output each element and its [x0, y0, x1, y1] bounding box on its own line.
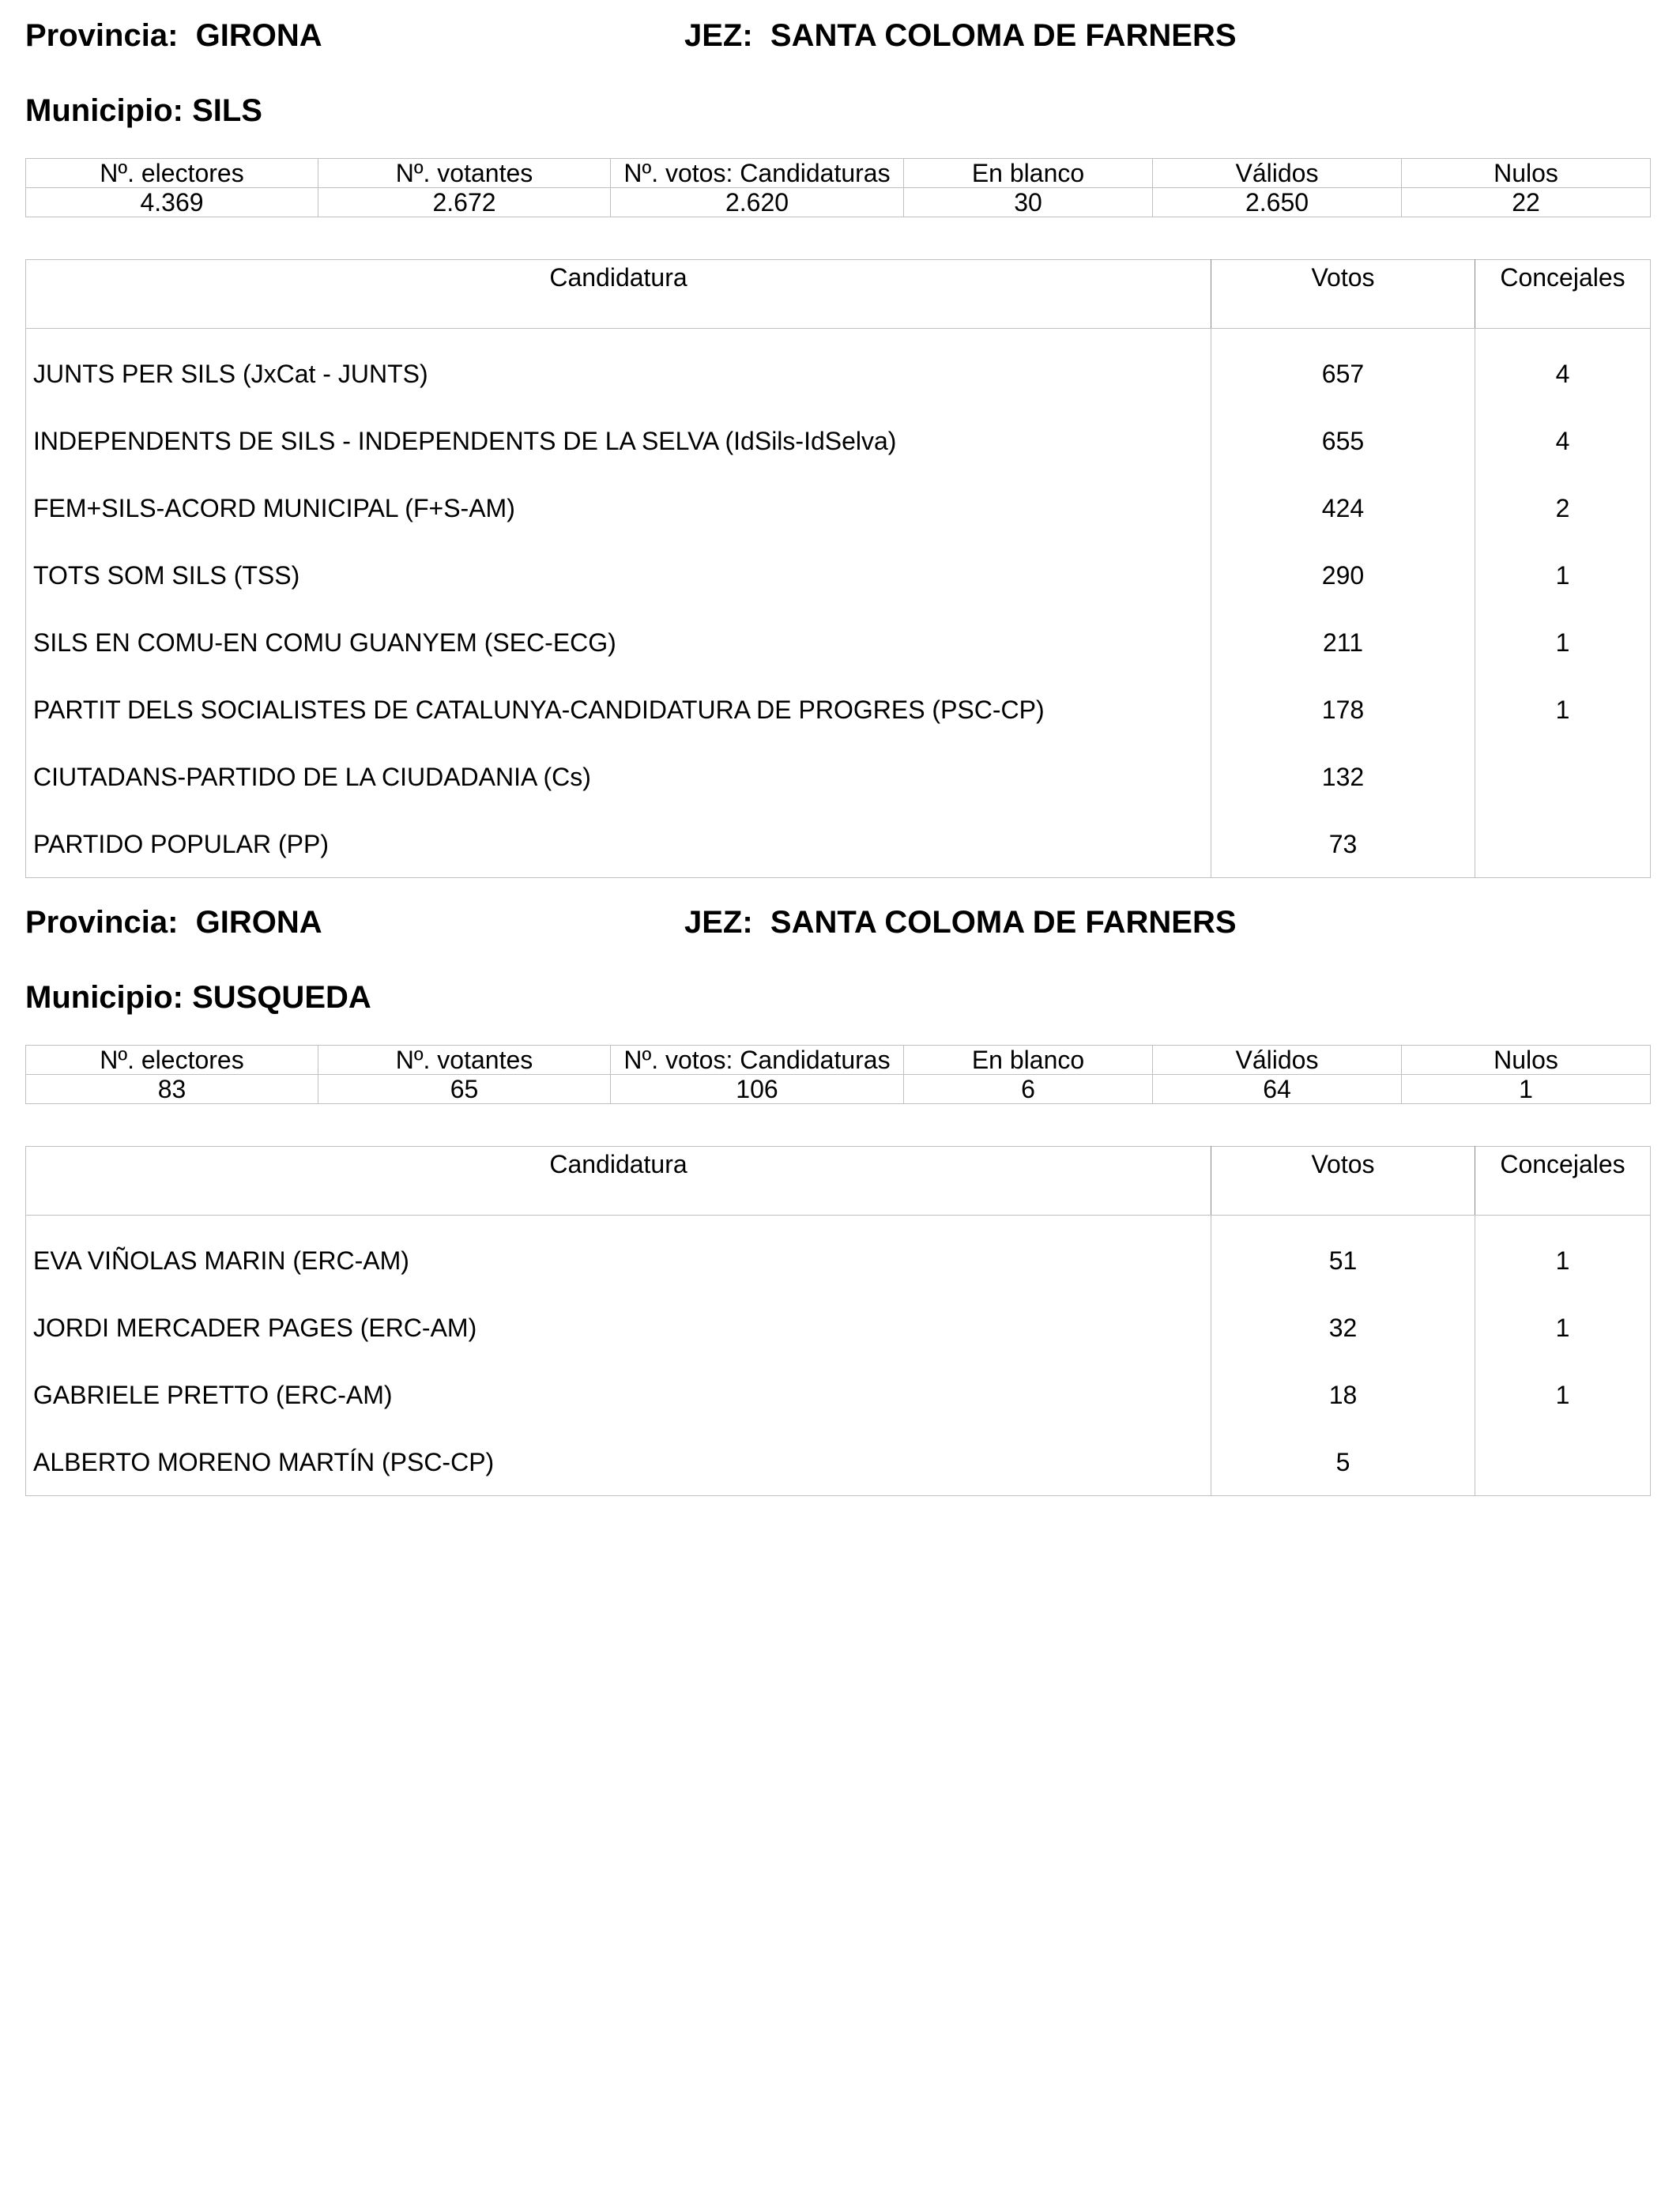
- candidate-concejales: 4: [1475, 340, 1651, 407]
- candidate-votos: 657: [1211, 340, 1475, 407]
- candidate-concejales: [1475, 1428, 1651, 1496]
- candidate-concejales: 1: [1475, 676, 1651, 743]
- candidate-concejales: 1: [1475, 1361, 1651, 1428]
- stat-header: Válidos: [1153, 1046, 1402, 1075]
- candidate-name: JUNTS PER SILS (JxCat - JUNTS): [33, 359, 428, 388]
- stat-header: Nº. electores: [26, 1046, 318, 1075]
- votos-header: Votos: [1211, 260, 1475, 329]
- stat-value: 83: [26, 1075, 318, 1104]
- spacer-row: [26, 329, 1651, 341]
- candidates-header-row: [26, 260, 1651, 329]
- candidate-name: PARTIDO POPULAR (PP): [33, 829, 329, 858]
- stats-table: [25, 1045, 1651, 1104]
- candidates-header-row: [26, 1147, 1651, 1216]
- table-row: [26, 407, 1651, 474]
- candidate-votos: 290: [1211, 541, 1475, 609]
- table-row: [26, 676, 1651, 743]
- candidate-name: CIUTADANS-PARTIDO DE LA CIUDADANIA (Cs): [33, 762, 591, 791]
- stats-value-row: [26, 1075, 1651, 1104]
- candidate-concejales: 1: [1475, 609, 1651, 676]
- candidate-votos: 18: [1211, 1361, 1475, 1428]
- spacer-row: [26, 1216, 1651, 1227]
- stat-value: 6: [904, 1075, 1153, 1104]
- stat-header: Nulos: [1402, 159, 1651, 188]
- stat-header: En blanco: [904, 1046, 1153, 1075]
- table-row: [26, 1428, 1651, 1496]
- stats-header-row: [26, 159, 1651, 188]
- candidate-votos: 51: [1211, 1227, 1475, 1294]
- candidates-table: [25, 1146, 1651, 1496]
- candidate-concejales: 4: [1475, 407, 1651, 474]
- stats-header-row: [26, 1046, 1651, 1075]
- concejales-header: Concejales: [1475, 260, 1651, 329]
- stat-value: 4.369: [26, 188, 318, 217]
- stat-header: Válidos: [1153, 159, 1402, 188]
- candidate-name: TOTS SOM SILS (TSS): [33, 560, 300, 590]
- stat-value: 106: [611, 1075, 904, 1104]
- candidatura-header: Candidatura: [26, 260, 1211, 329]
- candidate-votos: 211: [1211, 609, 1475, 676]
- table-row: [26, 1227, 1651, 1294]
- stats-value-row: [26, 188, 1651, 217]
- table-row: [26, 1361, 1651, 1428]
- candidate-name: GABRIELE PRETTO (ERC-AM): [33, 1380, 393, 1409]
- candidate-concejales: [1475, 810, 1651, 878]
- table-row: [26, 340, 1651, 407]
- candidate-name: JORDI MERCADER PAGES (ERC-AM): [33, 1313, 477, 1342]
- votos-header: Votos: [1211, 1147, 1475, 1216]
- candidate-name: FEM+SILS-ACORD MUNICIPAL (F+S-AM): [33, 493, 515, 522]
- table-row: [26, 1294, 1651, 1361]
- candidate-concejales: 1: [1475, 1294, 1651, 1361]
- stat-value: 2.620: [611, 188, 904, 217]
- candidate-votos: 178: [1211, 676, 1475, 743]
- stat-header: Nº. votos: Candidaturas: [611, 1046, 904, 1075]
- stat-value: 65: [318, 1075, 611, 1104]
- table-row: [26, 474, 1651, 541]
- candidate-name: INDEPENDENTS DE SILS - INDEPENDENTS DE LA SELVA (IdSils-IdSelva): [33, 426, 897, 455]
- stat-value: 64: [1153, 1075, 1402, 1104]
- candidates-table: [25, 259, 1651, 878]
- candidate-votos: 73: [1211, 810, 1475, 878]
- stat-header: Nº. votantes: [318, 1046, 611, 1075]
- stat-header: Nº. votantes: [318, 159, 611, 188]
- stat-header: Nº. votos: Candidaturas: [611, 159, 904, 188]
- candidatura-header: Candidatura: [26, 1147, 1211, 1216]
- stat-value: 22: [1402, 188, 1651, 217]
- municipio-heading: Municipio: SILS: [25, 93, 262, 128]
- provincia-heading: Provincia: GIRONA: [25, 18, 322, 53]
- stat-value: 30: [904, 188, 1153, 217]
- candidate-votos: 5: [1211, 1428, 1475, 1496]
- candidate-name: PARTIT DELS SOCIALISTES DE CATALUNYA-CANDIDATURA DE PROGRES (PSC-CP): [33, 695, 1045, 724]
- stat-value: 2.650: [1153, 188, 1402, 217]
- candidate-votos: 424: [1211, 474, 1475, 541]
- stats-table: [25, 158, 1651, 217]
- table-row: [26, 743, 1651, 810]
- table-row: [26, 541, 1651, 609]
- stat-header: Nulos: [1402, 1046, 1651, 1075]
- stat-value: 1: [1402, 1075, 1651, 1104]
- jez-heading: JEZ: SANTA COLOMA DE FARNERS: [684, 18, 1237, 53]
- candidate-votos: 655: [1211, 407, 1475, 474]
- candidate-concejales: 1: [1475, 1227, 1651, 1294]
- concejales-header: Concejales: [1475, 1147, 1651, 1216]
- candidate-concejales: 1: [1475, 541, 1651, 609]
- table-row: [26, 810, 1651, 878]
- table-row: [26, 609, 1651, 676]
- candidate-name: SILS EN COMU-EN COMU GUANYEM (SEC-ECG): [33, 628, 616, 657]
- provincia-heading: Provincia: GIRONA: [25, 905, 322, 940]
- candidate-concejales: 2: [1475, 474, 1651, 541]
- jez-heading: JEZ: SANTA COLOMA DE FARNERS: [684, 905, 1237, 940]
- candidate-concejales: [1475, 743, 1651, 810]
- candidate-name: EVA VIÑOLAS MARIN (ERC-AM): [33, 1246, 409, 1275]
- candidate-votos: 132: [1211, 743, 1475, 810]
- municipio-heading: Municipio: SUSQUEDA: [25, 980, 371, 1015]
- candidate-name: ALBERTO MORENO MARTÍN (PSC-CP): [33, 1447, 495, 1476]
- stat-header: En blanco: [904, 159, 1153, 188]
- candidate-votos: 32: [1211, 1294, 1475, 1361]
- stat-value: 2.672: [318, 188, 611, 217]
- stat-header: Nº. electores: [26, 159, 318, 188]
